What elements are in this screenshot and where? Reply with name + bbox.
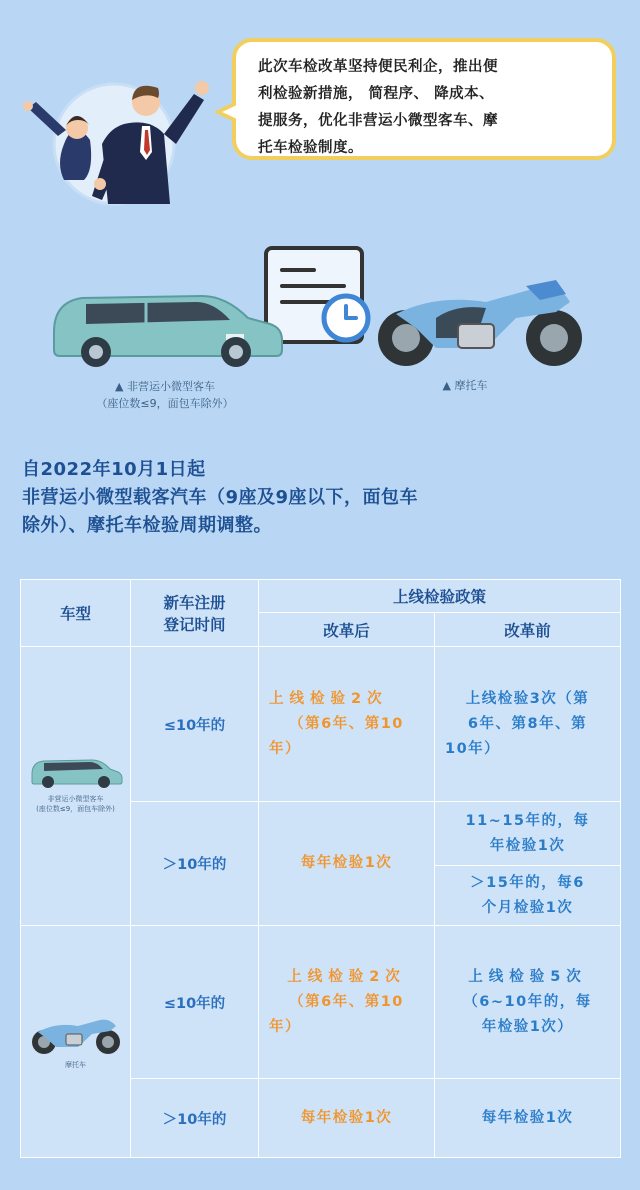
cell-line: 上线检验2次 xyxy=(269,690,388,707)
business-people-illustration xyxy=(14,66,240,206)
cell-line: 每年检验1次 xyxy=(300,1109,393,1126)
car-label-note: (座位数≤9，面包车除外) xyxy=(36,805,115,813)
intro-date: 自2022年10月1日起 xyxy=(22,459,206,480)
moto-caption: ▲ 摩托车 xyxy=(442,379,488,392)
header-vehicle-type: 车型 xyxy=(21,580,131,647)
period-cell: ＞10年的 xyxy=(131,802,259,926)
motorcycle-icon xyxy=(366,278,592,370)
car-label: 非营运小微型客车 xyxy=(47,795,104,803)
cell-line: 年检验1次） xyxy=(481,1018,574,1035)
cell-line: （6~10年的，每 xyxy=(463,993,592,1010)
table-row xyxy=(21,926,621,1079)
speech-bubble xyxy=(232,38,616,160)
cell-line: 个月检验1次 xyxy=(481,899,574,916)
cell-line: 11~15年的，每 xyxy=(465,812,590,829)
period-cell: ≤10年的 xyxy=(131,647,259,802)
cell-line: 上线检验2次 xyxy=(287,968,406,985)
cell-line: 年） xyxy=(269,740,301,757)
bubble-line: 托车检验制度。 xyxy=(258,140,363,156)
header-before-reform: 改革前 xyxy=(435,613,621,647)
table-row xyxy=(21,647,621,802)
bubble-line: 此次车检改革坚持便民利企，推出便 xyxy=(258,59,498,75)
before-reform-cell xyxy=(435,802,621,866)
period-cell: ≤10年的 xyxy=(131,926,259,1079)
header-after-reform: 改革后 xyxy=(259,613,435,647)
before-reform-cell xyxy=(435,866,621,926)
car-caption xyxy=(60,378,270,412)
header-registration-line: 登记时间 xyxy=(163,616,226,634)
period-cell: ＞10年的 xyxy=(131,1079,259,1158)
after-reform-cell xyxy=(259,926,435,1079)
before-reform-cell xyxy=(435,1079,621,1158)
intro-text xyxy=(22,456,622,540)
motorcycle-label: 摩托车 xyxy=(65,1060,86,1069)
cell-line: （第6年、第10 xyxy=(289,993,404,1010)
after-reform-cell xyxy=(259,802,435,926)
bubble-line: 提服务，优化非营运小微型客车、摩 xyxy=(258,113,498,129)
cell-line: 每年检验1次 xyxy=(300,855,393,871)
header-registration-line: 新车注册 xyxy=(163,594,226,612)
cell-line: 年检验1次 xyxy=(489,837,566,854)
after-reform-cell xyxy=(259,647,435,802)
cell-line: 6年、第8年、第 xyxy=(467,715,588,732)
car-caption-line2: （座位数≤9，面包车除外） xyxy=(96,397,234,410)
inspection-policy-table xyxy=(20,579,621,1158)
cell-line: 年） xyxy=(269,1018,301,1035)
header-policy: 上线检验政策 xyxy=(259,580,621,613)
before-reform-cell xyxy=(435,647,621,802)
header-registration xyxy=(131,580,259,647)
small-motorcycle-icon xyxy=(26,1014,126,1056)
cell-line: 10年） xyxy=(445,740,501,757)
after-reform-cell xyxy=(259,1079,435,1158)
cell-line: 上线检验5次 xyxy=(468,968,587,985)
small-car-icon xyxy=(28,758,124,788)
bubble-line: 利检验新措施， 简程序、 降成本、 xyxy=(258,86,495,102)
intro-line: 除外）、摩托车检验周期调整。 xyxy=(22,515,272,536)
vehicle-type-car xyxy=(21,647,131,926)
car-caption-line1: ▲ 非营运小微型客车 xyxy=(115,380,215,393)
cell-line: 上线检验3次（第 xyxy=(465,690,590,707)
car-icon xyxy=(46,292,286,368)
cell-line: （第6年、第10 xyxy=(289,715,404,732)
vehicle-type-motorcycle xyxy=(21,926,131,1158)
cell-line: 每年检验1次 xyxy=(481,1109,574,1126)
intro-line: 非营运小微型载客汽车（9座及9座以下，面包车 xyxy=(22,487,419,508)
before-reform-cell xyxy=(435,926,621,1079)
cell-line: ＞15年的，每6 xyxy=(470,874,585,891)
